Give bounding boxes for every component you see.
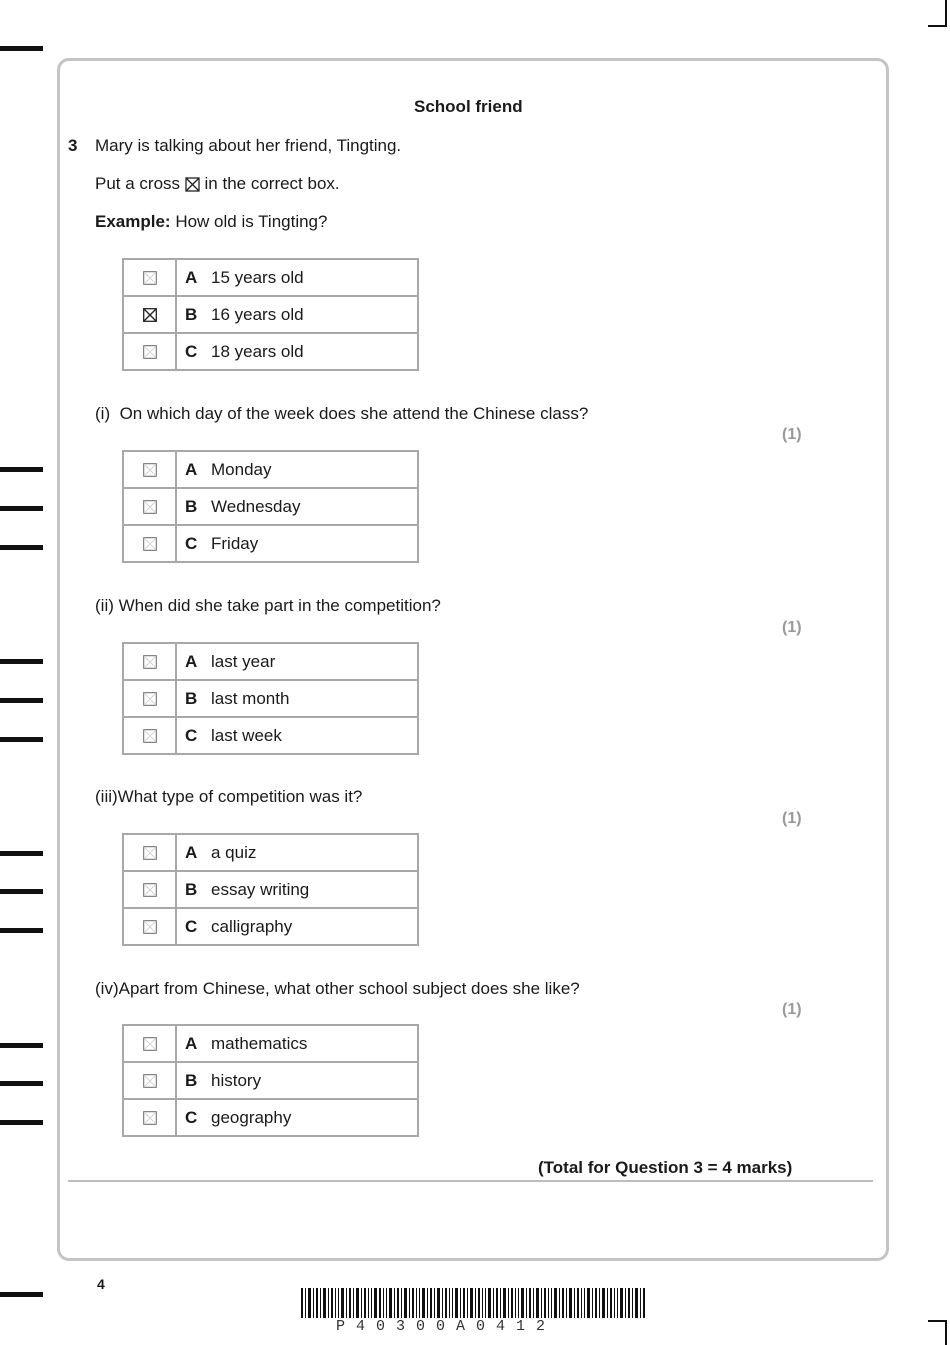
option-text: last week	[211, 725, 282, 745]
answer-box[interactable]	[123, 643, 176, 680]
margin-tick	[0, 659, 43, 664]
option-letter: B	[185, 304, 198, 324]
crossed-box-icon	[143, 308, 157, 322]
margin-tick	[0, 928, 43, 933]
option-letter: C	[185, 1107, 198, 1127]
part-i-question	[95, 404, 588, 424]
option-row	[123, 525, 418, 562]
empty-box-icon	[143, 883, 157, 897]
option-text: 15 years old	[211, 267, 304, 287]
option-row	[123, 488, 418, 525]
part-text: When did she take part in the competition?	[118, 596, 441, 615]
question-intro: Mary is talking about her friend, Tingting.	[95, 136, 402, 155]
option-row	[123, 1062, 418, 1099]
answer-box[interactable]	[123, 1062, 176, 1099]
margin-tick	[0, 698, 43, 703]
instruction	[95, 174, 340, 194]
part-i-options	[122, 450, 419, 563]
answer-box[interactable]	[123, 680, 176, 717]
margin-tick	[0, 46, 43, 51]
answer-box[interactable]	[123, 834, 176, 871]
empty-box-icon	[143, 500, 157, 514]
empty-box-icon	[143, 846, 157, 860]
instruction-after: in the correct box.	[204, 174, 340, 193]
option-letter: A	[185, 842, 198, 862]
part-text: What type of competition was it?	[117, 787, 363, 806]
option-text: last year	[211, 651, 276, 671]
option-row	[123, 717, 418, 754]
barcode-text: P40300A0412	[336, 1318, 557, 1335]
option-letter: B	[185, 496, 198, 516]
empty-box-icon	[143, 1037, 157, 1051]
option-row	[123, 451, 418, 488]
part-label: (iv)	[95, 979, 119, 998]
crossed-box-icon	[185, 177, 200, 192]
option-text: mathematics	[211, 1033, 308, 1053]
margin-tick	[0, 467, 43, 472]
answer-box[interactable]	[123, 259, 176, 296]
answer-box[interactable]	[123, 1025, 176, 1062]
part-iv-question	[95, 979, 580, 999]
crop-mark	[945, 1320, 947, 1345]
option-text: last month	[211, 688, 290, 708]
instruction-before: Put a cross	[95, 174, 181, 193]
part-ii-question	[95, 596, 441, 616]
marks-label: (1)	[782, 810, 802, 827]
empty-box-icon	[143, 729, 157, 743]
option-letter: A	[185, 651, 198, 671]
option-letter: C	[185, 725, 198, 745]
divider	[68, 1180, 873, 1182]
option-row	[123, 680, 418, 717]
part-text: Apart from Chinese, what other school subject does she like?	[118, 979, 580, 998]
question-total: (Total for Question 3 = 4 marks)	[538, 1158, 793, 1177]
answer-box[interactable]	[123, 333, 176, 370]
option-letter: C	[185, 341, 198, 361]
option-row	[123, 333, 418, 370]
answer-box[interactable]	[123, 871, 176, 908]
option-letter: C	[185, 533, 198, 553]
marks-label: (1)	[782, 426, 802, 443]
option-row	[123, 1099, 418, 1136]
option-text: Wednesday	[211, 496, 301, 516]
margin-tick	[0, 545, 43, 550]
option-letter: B	[185, 879, 198, 899]
crop-mark	[945, 0, 947, 25]
part-ii-options	[122, 642, 419, 755]
part-iii-question	[95, 787, 362, 807]
option-row	[123, 296, 418, 333]
option-text: calligraphy	[211, 916, 293, 936]
question-number: 3	[68, 136, 78, 155]
answer-box[interactable]	[123, 525, 176, 562]
part-label: (ii)	[95, 596, 114, 615]
answer-box[interactable]	[123, 1099, 176, 1136]
margin-tick	[0, 1120, 43, 1125]
option-text: Friday	[211, 533, 259, 553]
margin-tick	[0, 889, 43, 894]
margin-tick	[0, 851, 43, 856]
empty-box-icon	[143, 271, 157, 285]
empty-box-icon	[143, 655, 157, 669]
margin-tick	[0, 737, 43, 742]
barcode-icon	[301, 1288, 647, 1318]
option-text: 18 years old	[211, 341, 304, 361]
empty-box-icon	[143, 537, 157, 551]
empty-box-icon	[143, 463, 157, 477]
part-label: (i)	[95, 404, 111, 423]
empty-box-icon	[143, 1111, 157, 1125]
empty-box-icon	[143, 1074, 157, 1088]
example-options	[122, 258, 419, 371]
option-letter: A	[185, 267, 198, 287]
option-letter: A	[185, 459, 198, 479]
option-row	[123, 908, 418, 945]
crop-mark	[928, 25, 947, 27]
answer-box[interactable]	[123, 296, 176, 333]
option-letter: A	[185, 1033, 198, 1053]
crop-mark	[928, 1320, 947, 1322]
answer-box[interactable]	[123, 717, 176, 754]
empty-box-icon	[143, 692, 157, 706]
option-text: geography	[211, 1107, 292, 1127]
empty-box-icon	[143, 920, 157, 934]
margin-tick	[0, 1292, 43, 1297]
marks-label: (1)	[782, 1001, 802, 1018]
page-title: School friend	[414, 97, 523, 116]
option-row	[123, 871, 418, 908]
answer-box[interactable]	[123, 488, 176, 525]
option-letter: B	[185, 688, 198, 708]
option-text: Monday	[211, 459, 272, 479]
option-text: a quiz	[211, 842, 257, 862]
option-letter: B	[185, 1070, 198, 1090]
example-question	[95, 212, 327, 232]
part-text: On which day of the week does she attend the Chinese class?	[119, 404, 589, 423]
option-row	[123, 259, 418, 296]
example-label: Example:	[95, 212, 171, 231]
margin-tick	[0, 1043, 43, 1048]
part-iv-options	[122, 1024, 419, 1137]
option-row	[123, 1025, 418, 1062]
part-iii-options	[122, 833, 419, 946]
option-text: essay writing	[211, 879, 310, 899]
option-letter: C	[185, 916, 198, 936]
page-number: 4	[97, 1276, 105, 1292]
marks-label: (1)	[782, 619, 802, 636]
answer-box[interactable]	[123, 451, 176, 488]
part-label: (iii)	[95, 787, 118, 806]
margin-tick	[0, 506, 43, 511]
example-text: How old is Tingting?	[175, 212, 328, 231]
option-row	[123, 834, 418, 871]
margin-tick	[0, 1081, 43, 1086]
option-text: history	[211, 1070, 262, 1090]
option-row	[123, 643, 418, 680]
empty-box-icon	[143, 345, 157, 359]
option-text: 16 years old	[211, 304, 304, 324]
answer-box[interactable]	[123, 908, 176, 945]
